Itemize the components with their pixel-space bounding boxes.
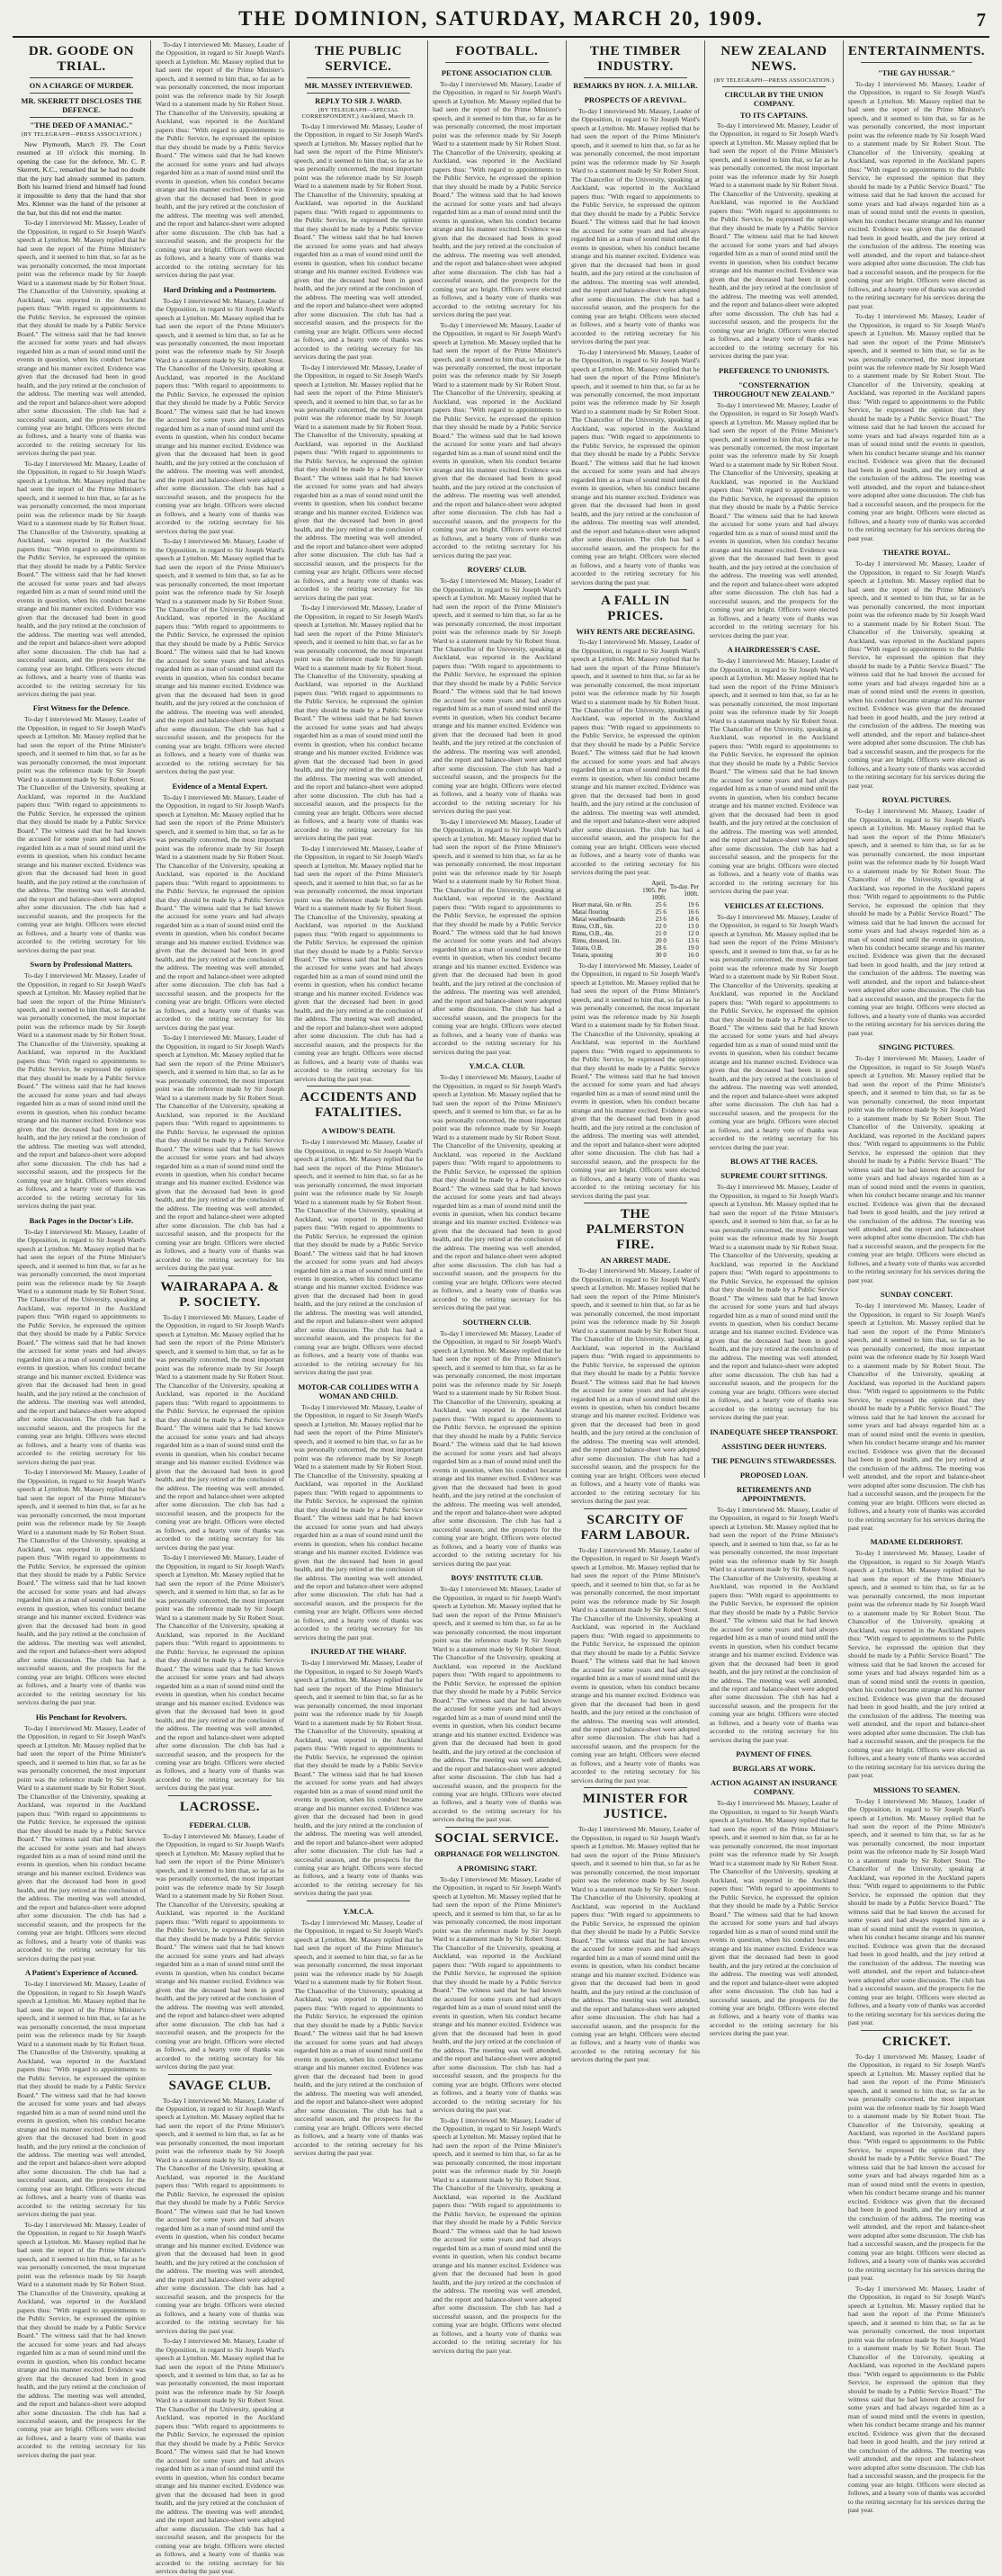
subheading: Y.M.C.A. CLUB. bbox=[469, 1061, 525, 1071]
masthead-title: THE DOMINION, SATURDAY, MARCH 20, 1909. bbox=[238, 7, 764, 30]
rule bbox=[168, 1275, 272, 1276]
subheading: PROSPECTS OF A REVIVAL. bbox=[584, 95, 687, 104]
article-paragraph: To-day I interviewed Mr. Massey, Leader of the Opposition, in regard to Sir Joseph Ward's speech at Lyttelton. Mr. Massey replied that he had seen the report of the Prime Minister's speech, and it seemed to him that, so far as he was personally concerned, the most important point was the reference made by Sir Joseph Ward to a statement made by Sir Robert Stout. The Chancellor of the University, speaking at Auckland, was reported in the Auckland papers thus: "With regard to appointments to the Public Service, he expressed the opinion that they should be made by a Public Service Board." The witness said that he had known the accused for some years and had always regarded him as a man of sound mind until the events in question, when his conduct became strange and his manner excited. Evidence was given that the deceased had been in good health, and the jury retired at the conclusion of the address. The meeting was well attended, and the report and balance-sheet were adopted after some discussion. The club has had a successful season, and the prospects for the coming year are bright. Officers were elected as follows, and a hearty vote of thanks was accorded to the retiring secretary for his services during the past year. bbox=[432, 80, 561, 319]
rule bbox=[722, 86, 826, 87]
article-paragraph: To-day I interviewed Mr. Massey, Leader of the Opposition, in regard to Sir Joseph Ward's speech at Lyttelton. Mr. Massey replied that he had seen the report of the Prime Minister's speech, and it seemed to him that, so far as he was personally concerned, the most important point was the reference made by Sir Joseph Ward to a statement made by Sir Robert Stout. The Chancellor of the University, speaking at Auckland, was reported in the Auckland papers thus: "With regard to appointments to the Public Service, he expressed the opinion that they should be made by a Public Service Board." The witness said that he had known the accused for some years and had always regarded him as a man of sound mind until the events in question, when his conduct became strange and his manner excited. Evidence was given that the deceased had been in good health, and the jury retired at the conclusion of the address. The meeting was well attended, and the report and balance-sheet were adopted after some discussion. The club has had a successful season, and the prospects for the coming year are bright. Officers were elected as follows, and a hearty vote of thanks was accorded to the retiring secretary for his services during the past year. bbox=[847, 1796, 986, 2027]
article-paragraph: To-day I interviewed Mr. Massey, Leader of the Opposition, in regard to Sir Joseph Ward's speech at Lyttelton. Mr. Massey replied that he had seen the report of the Prime Minister's speech, and it seemed to him that, so far as he was personally concerned, the most important point was the reference made by Sir Joseph Ward to a statement made by Sir Robert Stout. The Chancellor of the University, speaking at Auckland, was reported in the Auckland papers thus: "With regard to appointments to the Public Service, he expressed the opinion that they should be made by a Public Service Board." The witness said that he had known the accused for some years and had always regarded him as a man of sound mind until the events in question, when his conduct became strange and his manner excited. Evidence was given that the deceased had been in good health, and the jury retired at the conclusion of the address. The meeting was well attended, and the report and balance-sheet were adopted after some discussion. The club has had a successful season, and the prospects for the coming year are bright. Officers were elected as follows, and a hearty vote of thanks was accorded to the retiring secretary for his services during the past year. bbox=[293, 1659, 423, 1898]
byline: (BY TELEGRAPH—PRESS ASSOCIATION.) bbox=[713, 77, 835, 84]
column-1 bbox=[13, 40, 151, 2459]
rule bbox=[168, 1795, 272, 1796]
table-header-cell bbox=[571, 880, 635, 901]
table-row bbox=[571, 923, 700, 930]
article-paragraph: To-day I interviewed Mr. Massey, Leader of the Opposition, in regard to Sir Joseph Ward's speech at Lyttelton. Mr. Massey replied that he had seen the report of the Prime Minister's speech, and it seemed to him that, so far as he was personally concerned, the most important point was the reference made by Sir Joseph Ward to a statement made by Sir Robert Stout. The Chancellor of the University, speaking at Auckland, was reported in the Auckland papers thus: "With regard to appointments to the Public Service, he expressed the opinion that they should be made by a Public Service Board." The witness said that he had known the accused for some years and had always regarded him as a man of sound mind until the events in question, when his conduct became strange and his manner excited. Evidence was given that the deceased had been in good health, and the jury retired at the conclusion of the address. The meeting was well attended, and the report and balance-sheet were adopted after some discussion. The club has had a successful season, and the prospects for the coming year are bright. Officers were elected as follows, and a hearty vote of thanks was accorded to the retiring secretary for his services during the past year. bbox=[293, 1402, 423, 1641]
headline-public-service: THE PUBLIC SERVICE. bbox=[314, 44, 403, 74]
article-paragraph: To-day I interviewed Mr. Massey, Leader of the Opposition, in regard to Sir Joseph Ward's speech at Lyttelton. Mr. Massey replied that he had seen the report of the Prime Minister's speech, and it seemed to him that, so far as he was personally concerned, the most important point was the reference made by Sir Joseph Ward to a statement made by Sir Robert Stout. The Chancellor of the University, speaking at Auckland, was reported in the Auckland papers thus: "With regard to appointments to the Public Service, he expressed the opinion that they should be made by a Public Service Board." The witness said that he had known the accused for some years and had always regarded him as a man of sound mind until the events in question, when his conduct became strange and his manner excited. Evidence was given that the deceased had been in good health, and the jury retired at the conclusion of the address. The meeting was well attended, and the report and balance-sheet were adopted after some discussion. The club has had a successful season, and the prospects for the coming year are bright. Officers were elected as follows, and a hearty vote of thanks was accorded to the retiring secretary for his services during the past year. bbox=[155, 1831, 284, 2071]
article-paragraph: To-day I interviewed Mr. Massey, Leader of the Opposition, in regard to Sir Joseph Ward's speech at Lyttelton. Mr. Massey replied that he had seen the report of the Prime Minister's speech, and it seemed to him that, so far as he was personally concerned, the most important point was the reference made by Sir Joseph Ward to a statement made by Sir Robert Stout. The Chancellor of the University, speaking at Auckland, was reported in the Auckland papers thus: "With regard to appointments to the Public Service, he expressed the opinion that they should be made by a Public Service Board." The witness said that he had known the accused for some years and had always regarded him as a man of sound mind until the events in question, when his conduct became strange and his manner excited. Evidence was given that the deceased had been in good health, and the jury retired at the conclusion of the address. The meeting was well attended, and the report and balance-sheet were adopted after some discussion. The club has had a successful season, and the prospects for the coming year are bright. Officers were elected as follows, and a hearty vote of thanks was accorded to the retiring secretary for his services during the past year. bbox=[155, 2337, 284, 2576]
article-paragraph: To-day I interviewed Mr. Massey, Leader of the Opposition, in regard to Sir Joseph Ward's speech at Lyttelton. Mr. Massey replied that he had seen the report of the Prime Minister's speech, and it seemed to him that, so far as he was personally concerned, the most important point was the reference made by Sir Joseph Ward to a statement made by Sir Robert Stout. The Chancellor of the University, speaking at Auckland, was reported in the Auckland papers thus: "With regard to appointments to the Public Service, he expressed the opinion that they should be made by a Public Service Board." The witness said that he had known the accused for some years and had always regarded him as a man of sound mind until the events in question, when his conduct became strange and his manner excited. Evidence was given that the deceased had been in good health, and the jury retired at the conclusion of the address. The meeting was well attended, and the report and balance-sheet were adopted after some discussion. The club has had a successful season, and the prospects for the coming year are bright. Officers were elected as follows, and a hearty vote of thanks was accorded to the retiring secretary for his services during the past year. bbox=[17, 1468, 146, 1707]
table-cell: 25 6 bbox=[655, 900, 667, 908]
rule bbox=[30, 77, 133, 78]
article-paragraph: To-day I interviewed Mr. Massey, Leader of the Opposition, in regard to Sir Joseph Ward's speech at Lyttelton. Mr. Massey replied that he had seen the report of the Prime Minister's speech, and it seemed to him that, so far as he was personally concerned, the most important point was the reference made by Sir Joseph Ward to a statement made by Sir Robert Stout. The Chancellor of the University, speaking at Auckland, was reported in the Auckland papers thus: "With regard to appointments to the Public Service, he expressed the opinion that they should be made by a Public Service Board." The witness said that he had known the accused for some years and had always regarded him as a man of sound mind until the events in question, when his conduct became strange and his manner excited. Evidence was given that the deceased had been in good health, and the jury retired at the conclusion of the address. The meeting was well attended, and the report and balance-sheet were adopted after some discussion. The club has had a successful season, and the prospects for the coming year are bright. Officers were elected as follows, and a hearty vote of thanks was accorded to the retiring secretary for his services during the past year. bbox=[155, 1553, 284, 1793]
table-cell: Rimu, dressed, 1in. bbox=[571, 936, 622, 944]
article-paragraph: To-day I interviewed Mr. Massey, Leader of the Opposition, in regard to Sir Joseph Ward's speech at Lyttelton. Mr. Massey replied that he had seen the report of the Prime Minister's speech, and it seemed to him that, so far as he was personally concerned, the most important point was the reference made by Sir Joseph Ward to a statement made by Sir Robert Stout. The Chancellor of the University, speaking at Auckland, was reported in the Auckland papers thus: "With regard to appointments to the Public Service, he expressed the opinion that they should be made by a Public Service Board." The witness said that he had known the accused for some years and had always regarded him as a man of sound mind until the events in question, when his conduct became strange and his manner excited. Evidence was given that the deceased had been in good health, and the jury retired at the conclusion of the address. The meeting was well attended, and the report and balance-sheet were adopted after some discussion. The club has had a successful season, and the prospects for the coming year are bright. Officers were elected as follows, and a hearty vote of thanks was accorded to the retiring secretary for his services during the past year. bbox=[293, 1138, 423, 1377]
subheading: BURGLARS AT WORK. bbox=[732, 1764, 816, 1774]
column-4 bbox=[428, 40, 567, 2355]
headline-fall-prices: A FALL IN PRICES. bbox=[601, 594, 670, 624]
rule bbox=[445, 1827, 549, 1828]
headline-palmerston-fire: THE PALMERSTON FIRE. bbox=[586, 1207, 685, 1253]
article-paragraph: To-day I interviewed Mr. Massey, Leader of the Opposition, in regard to Sir Joseph Ward's speech at Lyttelton. Mr. Massey replied that he had seen the report of the Prime Minister's speech, and it seemed to him that, so far as he was personally concerned, the most important point was the reference made by Sir Joseph Ward to a statement made by Sir Robert Stout. The Chancellor of the University, speaking at Auckland, was reported in the Auckland papers thus: "With regard to appointments to the Public Service, he expressed the opinion that they should be made by a Public Service Board." The witness said that he had known the accused for some years and had always regarded him as a man of sound mind until the events in question, when his conduct became strange and his manner excited. Evidence was given that the deceased had been in good health, and the jury retired at the conclusion of the address. The meeting was well attended, and the report and balance-sheet were adopted after some discussion. The club has had a successful season, and the prospects for the coming year are bright. Officers were elected as follows, and a hearty vote of thanks was accorded to the retiring secretary for his services during the past year. bbox=[432, 1073, 561, 1312]
article-paragraph: To-day I interviewed Mr. Massey, Leader of the Opposition, in regard to Sir Joseph Ward's speech at Lyttelton. Mr. Massey replied that he had seen the report of the Prime Minister's speech, and it seemed to him that, so far as he was personally concerned, the most important point was the reference made by Sir Joseph Ward to a statement made by Sir Robert Stout. The Chancellor of the University, speaking at Auckland, was reported in the Auckland papers thus: "With regard to appointments to the Public Service, he expressed the opinion that they should be made by a Public Service Board." The witness said that he had known the accused for some years and had always regarded him as a man of sound mind until the events in question, when his conduct became strange and his manner excited. Evidence was given that the deceased had been in good health, and the jury retired at the conclusion of the address. The meeting was well attended, and the report and balance-sheet were adopted after some discussion. The club has had a successful season, and the prospects for the coming year are bright. Officers were elected as follows, and a hearty vote of thanks was accorded to the retiring secretary for his services during the past year. bbox=[293, 1918, 423, 2158]
subheading: Back Pages in the Doctor's Life. bbox=[29, 1215, 134, 1225]
article-paragraph: To-day I interviewed Mr. Massey, Leader of the Opposition, in regard to Sir Joseph Ward's speech at Lyttelton. Mr. Massey replied that he had seen the report of the Prime Minister's speech, and it seemed to him that, so far as he was personally concerned, the most important point was the reference made by Sir Joseph Ward to a statement made by Sir Robert Stout. The Chancellor of the University, speaking at Auckland, was reported in the Auckland papers thus: "With regard to appointments to the Public Service, he expressed the opinion that they should be made by a Public Service Board." The witness said that he had known the accused for some years and had always regarded him as a man of sound mind until the events in question, when his conduct became strange and his manner excited. Evidence was given that the deceased had been in good health, and the jury retired at the conclusion of the address. The meeting was well attended, and the report and balance-sheet were adopted after some discussion. The club has had a successful season, and the prospects for the coming year are bright. Officers were elected as follows, and a hearty vote of thanks was accorded to the retiring secretary for his services during the past year. bbox=[155, 40, 284, 280]
article-paragraph: To-day I interviewed Mr. Massey, Leader of the Opposition, in regard to Sir Joseph Ward's speech at Lyttelton. Mr. Massey replied that he had seen the report of the Prime Minister's speech, and it seemed to him that, so far as he was personally concerned, the most important point was the reference made by Sir Joseph Ward to a statement made by Sir Robert Stout. The Chancellor of the University, speaking at Auckland, was reported in the Auckland papers thus: "With regard to appointments to the Public Service, he expressed the opinion that they should be made by a Public Service Board." The witness said that he had known the accused for some years and had always regarded him as a man of sound mind until the events in question, when his conduct became strange and his manner excited. Evidence was given that the deceased had been in good health, and the jury retired at the conclusion of the address. The meeting was well attended, and the report and balance-sheet were adopted after some discussion. The club has had a successful season, and the prospects for the coming year are bright. Officers were elected as follows, and a hearty vote of thanks was accorded to the retiring secretary for his services during the past year. bbox=[432, 2115, 561, 2355]
subheading: Evidence of a Mental Expert. bbox=[172, 781, 268, 791]
article-paragraph: To-day I interviewed Mr. Massey, Leader of the Opposition, in regard to Sir Joseph Ward's speech at Lyttelton. Mr. Massey replied that he had seen the report of the Prime Minister's speech, and it seemed to him that, so far as he was personally concerned, the most important point was the reference made by Sir Joseph Ward to a statement made by Sir Robert Stout. The Chancellor of the University, speaking at Auckland, was reported in the Auckland papers thus: "With regard to appointments to the Public Service, he expressed the opinion that they should be made by a Public Service Board." The witness said that he had known the accused for some years and had always regarded him as a man of sound mind until the events in question, when his conduct became strange and his manner excited. Evidence was given that the deceased had been in good health, and the jury retired at the conclusion of the address. The meeting was well attended, and the report and balance-sheet were adopted after some discussion. The club has had a successful season, and the prospects for the coming year are bright. Officers were elected as follows, and a hearty vote of thanks was accorded to the retiring secretary for his services during the past year. bbox=[709, 400, 838, 640]
deck-rents: WHY RENTS ARE DECREASING. bbox=[576, 627, 695, 637]
article-paragraph: To-day I interviewed Mr. Massey, Leader of the Opposition, in regard to Sir Joseph Ward's speech at Lyttelton. Mr. Massey replied that he had seen the report of the Prime Minister's speech, and it seemed to him that, so far as he was personally concerned, the most important point was the reference made by Sir Joseph Ward to a statement made by Sir Robert Stout. The Chancellor of the University, speaking at Auckland, was reported in the Auckland papers thus: "With regard to appointments to the Public Service, he expressed the opinion that they should be made by a Public Service Board." The witness said that he had known the accused for some years and had always regarded him as a man of sound mind until the events in question, when his conduct became strange and his manner excited. Evidence was given that the deceased had been in good health, and the jury retired at the conclusion of the address. The meeting was well attended, and the report and balance-sheet were adopted after some discussion. The club has had a successful season, and the prospects for the coming year are bright. Officers were elected as follows, and a hearty vote of thanks was accorded to the retiring secretary for his services during the past year. bbox=[847, 2052, 986, 2283]
table-cell: Matai weatherboards bbox=[571, 915, 625, 923]
deck-massey: MR. MASSEY INTERVIEWED. bbox=[304, 81, 413, 90]
article-paragraph: To-day I interviewed Mr. Massey, Leader of the Opposition, in regard to Sir Joseph Ward's speech at Lyttelton. Mr. Massey replied that he had seen the report of the Prime Minister's speech, and it seemed to him that, so far as he was personally concerned, the most important point was the reference made by Sir Joseph Ward to a statement made by Sir Robert Stout. The Chancellor of the University, speaking at Auckland, was reported in the Auckland papers thus: "With regard to appointments to the Public Service, he expressed the opinion that they should be made by a Public Service Board." The witness said that he had known the accused for some years and had always regarded him as a man of sound mind until the events in question, when his conduct became strange and his manner excited. Evidence was given that the deceased had been in good health, and the jury retired at the conclusion of the address. The meeting was well attended, and the report and balance-sheet were adopted after some discussion. The club has had a successful season, and the prospects for the coming year are bright. Officers were elected as follows, and a hearty vote of thanks was accorded to the retiring secretary for his services during the past year. bbox=[432, 320, 561, 559]
deck-captains: TO ITS CAPTAINS. bbox=[739, 111, 808, 120]
deck-defence: MR. SKERRETT DISCLOSES THE DEFENCE. bbox=[21, 96, 142, 114]
subheading: Y.M.C.A. bbox=[343, 1906, 374, 1916]
rule bbox=[584, 589, 687, 590]
subheading: RETIREMENTS AND APPOINTMENTS. bbox=[736, 1484, 811, 1503]
table-cell: 13 0 bbox=[687, 922, 699, 930]
headline-goode-trial: DR. GOODE ON TRIAL. bbox=[28, 44, 135, 74]
article-paragraph: To-day I interviewed Mr. Massey, Leader of the Opposition, in regard to Sir Joseph Ward's speech at Lyttelton. Mr. Massey replied that he had seen the report of the Prime Minister's speech, and it seemed to him that, so far as he was personally concerned, the most important point was the reference made by Sir Joseph Ward to a statement made by Sir Robert Stout. The Chancellor of the University, speaking at Auckland, was reported in the Auckland papers thus: "With regard to appointments to the Public Service, he expressed the opinion that they should be made by a Public Service Board." The witness said that he had known the accused for some years and had always regarded him as a man of sound mind until the events in question, when his conduct became strange and his manner excited. Evidence was given that the deceased had been in good health, and the jury retired at the conclusion of the address. The meeting was well attended, and the report and balance-sheet were adopted after some discussion. The club has had a successful season, and the prospects for the coming year are bright. Officers were elected as follows, and a hearty vote of thanks was accorded to the retiring secretary for his services during the past year. bbox=[17, 2220, 146, 2459]
article-paragraph: To-day I interviewed Mr. Massey, Leader of the Opposition, in regard to Sir Joseph Ward's speech at Lyttelton. Mr. Massey replied that he had seen the report of the Prime Minister's speech, and it seemed to him that, so far as he was personally concerned, the most important point was the reference made by Sir Joseph Ward to a statement made by Sir Robert Stout. The Chancellor of the University, speaking at Auckland, was reported in the Auckland papers thus: "With regard to appointments to the Public Service, he expressed the opinion that they should be made by a Public Service Board." The witness said that he had known the accused for some years and had always regarded him as a man of sound mind until the events in question, when his conduct became strange and his manner excited. Evidence was given that the deceased had been in good health, and the jury retired at the conclusion of the address. The meeting was well attended, and the report and balance-sheet were adopted after some discussion. The club has had a successful season, and the prospects for the coming year are bright. Officers were elected as follows, and a hearty vote of thanks was accorded to the retiring secretary for his services during the past year. bbox=[155, 296, 284, 535]
table-cell: 23 6 bbox=[655, 915, 667, 923]
article-paragraph: To-day I interviewed Mr. Massey, Leader of the Opposition, in regard to Sir Joseph Ward's speech at Lyttelton. Mr. Massey replied that he had seen the report of the Prime Minister's speech, and it seemed to him that, so far as he was personally concerned, the most important point was the reference made by Sir Joseph Ward to a statement made by Sir Robert Stout. The Chancellor of the University, speaking at Auckland, was reported in the Auckland papers thus: "With regard to appointments to the Public Service, he expressed the opinion that they should be made by a Public Service Board." The witness said that he had known the accused for some years and had always regarded him as a man of sound mind until the events in question, when his conduct became strange and his manner excited. Evidence was given that the deceased had been in good health, and the jury retired at the conclusion of the address. The meeting was well attended, and the report and balance-sheet were adopted after some discussion. The club has had a successful season, and the prospects for the coming year are bright. Officers were elected as follows, and a hearty vote of thanks was accorded to the retiring secretary for his services during the past year. bbox=[847, 2284, 986, 2515]
masthead bbox=[13, 5, 989, 38]
table-cell: 20 0 bbox=[655, 936, 667, 944]
rule bbox=[307, 77, 410, 78]
table-cell: 16 6 bbox=[687, 908, 699, 916]
headline-lacrosse: LACROSSE. bbox=[179, 1799, 261, 1814]
headline-accidents: ACCIDENTS AND FATALITIES. bbox=[300, 1090, 417, 1121]
article-paragraph: To-day I interviewed Mr. Massey, Leader of the Opposition, in regard to Sir Joseph Ward's speech at Lyttelton. Mr. Massey replied that he had seen the report of the Prime Minister's speech, and it seemed to him that, so far as he was personally concerned, the most important point was the reference made by Sir Joseph Ward to a statement made by Sir Robert Stout. The Chancellor of the University, speaking at Auckland, was reported in the Auckland papers thus: "With regard to appointments to the Public Service, he expressed the opinion that they should be made by a Public Service Board." The witness said that he had known the accused for some years and had always regarded him as a man of sound mind until the events in question, when his conduct became strange and his manner excited. Evidence was given that the deceased had been in good health, and the jury retired at the conclusion of the address. The meeting was well attended, and the report and balance-sheet were adopted after some discussion. The club has had a successful season, and the prospects for the coming year are bright. Officers were elected as follows, and a hearty vote of thanks was accorded to the retiring secretary for his services during the past year. bbox=[155, 792, 284, 1032]
deck-orphanage: ORPHANAGE FOR WELLINGTON. bbox=[434, 1848, 560, 1858]
rule bbox=[168, 2074, 272, 2075]
article-paragraph: To-day I interviewed Mr. Massey, Leader of the Opposition, in regard to Sir Joseph Ward's speech at Lyttelton. Mr. Massey replied that he had seen the report of the Prime Minister's speech, and it seemed to him that, so far as he was personally concerned, the most important point was the reference made by Sir Joseph Ward to a statement made by Sir Robert Stout. The Chancellor of the University, speaking at Auckland, was reported in the Auckland papers thus: "With regard to appointments to the Public Service, he expressed the opinion that they should be made by a Public Service Board." The witness said that he had known the accused for some years and had always regarded him as a man of sound mind until the events in question, when his conduct became strange and his manner excited. Evidence was given that the deceased had been in good health, and the jury retired at the conclusion of the address. The meeting was well attended, and the report and balance-sheet were adopted after some discussion. The club has had a successful season, and the prospects for the coming year are bright. Officers were elected as follows, and a hearty vote of thanks was accorded to the retiring secretary for his services during the past year. bbox=[17, 715, 146, 954]
column-6 bbox=[705, 40, 844, 2038]
article-paragraph: To-day I interviewed Mr. Massey, Leader of the Opposition, in regard to Sir Joseph Ward's speech at Lyttelton. Mr. Massey replied that he had seen the report of the Prime Minister's speech, and it seemed to him that, so far as he was personally concerned, the most important point was the reference made by Sir Joseph Ward to a statement made by Sir Robert Stout. The Chancellor of the University, speaking at Auckland, was reported in the Auckland papers thus: "With regard to appointments to the Public Service, he expressed the opinion that they should be made by a Public Service Board." The witness said that he had known the accused for some years and had always regarded him as a man of sound mind until the events in question, when his conduct became strange and his manner excited. Evidence was given that the deceased had been in good health, and the jury retired at the conclusion of the address. The meeting was well attended, and the report and balance-sheet were adopted after some discussion. The club has had a successful season, and the prospects for the coming year are bright. Officers were elected as follows, and a hearty vote of thanks was accorded to the retiring secretary for his services during the past year. bbox=[570, 347, 700, 586]
table-cell: 19 0 bbox=[687, 944, 699, 952]
article-paragraph: To-day I interviewed Mr. Massey, Leader of the Opposition, in regard to Sir Joseph Ward's speech at Lyttelton. Mr. Massey replied that he had seen the report of the Prime Minister's speech, and it seemed to him that, so far as he was personally concerned, the most important point was the reference made by Sir Joseph Ward to a statement made by Sir Robert Stout. The Chancellor of the University, speaking at Auckland, was reported in the Auckland papers thus: "With regard to appointments to the Public Service, he expressed the opinion that they should be made by a Public Service Board." The witness said that he had known the accused for some years and had always regarded him as a man of sound mind until the events in question, when his conduct became strange and his manner excited. Evidence was given that the deceased had been in good health, and the jury retired at the conclusion of the address. The meeting was well attended, and the report and balance-sheet were adopted after some discussion. The club has had a successful season, and the prospects for the coming year are bright. Officers were elected as follows, and a hearty vote of thanks was accorded to the retiring secretary for his services during the past year. bbox=[293, 604, 423, 843]
subheading: ASSISTING DEER HUNTERS. bbox=[721, 1441, 827, 1451]
subheading: SINGING PICTURES. bbox=[878, 1042, 955, 1052]
column-5 bbox=[567, 40, 705, 2064]
table-row bbox=[571, 901, 700, 908]
article-paragraph: To-day I interviewed Mr. Massey, Leader of the Opposition, in regard to Sir Joseph Ward's speech at Lyttelton. Mr. Massey replied that he had seen the report of the Prime Minister's speech, and it seemed to him that, so far as he was personally concerned, the most important point was the reference made by Sir Joseph Ward to a statement made by Sir Robert Stout. The Chancellor of the University, speaking at Auckland, was reported in the Auckland papers thus: "With regard to appointments to the Public Service, he expressed the opinion that they should be made by a Public Service Board." The witness said that he had known the accused for some years and had always regarded him as a man of sound mind until the events in question, when his conduct became strange and his manner excited. Evidence was given that the deceased had been in good health, and the jury retired at the conclusion of the address. The meeting was well attended, and the report and balance-sheet were adopted after some discussion. The club has had a successful season, and the prospects for the coming year are bright. Officers were elected as follows, and a hearty vote of thanks was accorded to the retiring secretary for his services during the past year. bbox=[17, 971, 146, 1211]
article-paragraph: To-day I interviewed Mr. Massey, Leader of the Opposition, in regard to Sir Joseph Ward's speech at Lyttelton. Mr. Massey replied that he had seen the report of the Prime Minister's speech, and it seemed to him that, so far as he was personally concerned, the most important point was the reference made by Sir Joseph Ward to a statement made by Sir Robert Stout. The Chancellor of the University, speaking at Auckland, was reported in the Auckland papers thus: "With regard to appointments to the Public Service, he expressed the opinion that they should be made by a Public Service Board." The witness said that he had known the accused for some years and had always regarded him as a man of sound mind until the events in question, when his conduct became strange and his manner excited. Evidence was given that the deceased had been in good health, and the jury retired at the conclusion of the address. The meeting was well attended, and the report and balance-sheet were adopted after some discussion. The club has had a successful season, and the prospects for the coming year are bright. Officers were elected as follows, and a hearty vote of thanks was accorded to the retiring secretary for his services during the past year. bbox=[709, 1799, 838, 2038]
article-paragraph: To-day I interviewed Mr. Massey, Leader of the Opposition, in regard to Sir Joseph Ward's speech at Lyttelton. Mr. Massey replied that he had seen the report of the Prime Minister's speech, and it seemed to him that, so far as he was personally concerned, the most important point was the reference made by Sir Joseph Ward to a statement made by Sir Robert Stout. The Chancellor of the University, speaking at Auckland, was reported in the Auckland papers thus: "With regard to appointments to the Public Service, he expressed the opinion that they should be made by a Public Service Board." The witness said that he had known the accused for some years and had always regarded him as a man of sound mind until the events in question, when his conduct became strange and his manner excited. Evidence was given that the deceased had been in good health, and the jury retired at the conclusion of the address. The meeting was well attended, and the report and balance-sheet were adopted after some discussion. The club has had a successful season, and the prospects for the coming year are bright. Officers were elected as follows, and a hearty vote of thanks was accorded to the retiring secretary for his services during the past year. bbox=[155, 2096, 284, 2335]
subheading: ACTION AGAINST AN INSURANCE COMPANY. bbox=[710, 1778, 837, 1797]
headline-football: FOOTBALL. bbox=[455, 44, 539, 58]
table-cell: Matai flooring bbox=[571, 908, 609, 916]
subheading: VEHICLES AT ELECTIONS. bbox=[724, 900, 824, 910]
deck-murder-charge: ON A CHARGE OF MURDER. bbox=[29, 81, 134, 90]
article-paragraph: To-day I interviewed Mr. Massey, Leader of the Opposition, in regard to Sir Joseph Ward's speech at Lyttelton. Mr. Massey replied that he had seen the report of the Prime Minister's speech, and it seemed to him that, so far as he was personally concerned, the most important point was the reference made by Sir Joseph Ward to a statement made by Sir Robert Stout. The Chancellor of the University, speaking at Auckland, was reported in the Auckland papers thus: "With regard to appointments to the Public Service, he expressed the opinion that they should be made by a Public Service Board." The witness said that he had known the accused for some years and had always regarded him as a man of sound mind until the events in question, when his conduct became strange and his manner excited. Evidence was given that the deceased had been in good health, and the jury retired at the conclusion of the address. The meeting was well attended, and the report and balance-sheet were adopted after some discussion. The club has had a successful season, and the prospects for the coming year are bright. Officers were elected as follows, and a hearty vote of thanks was accorded to the retiring secretary for his services during the past year. bbox=[570, 638, 700, 877]
article-paragraph: To-day I interviewed Mr. Massey, Leader of the Opposition, in regard to Sir Joseph Ward's speech at Lyttelton. Mr. Massey replied that he had seen the report of the Prime Minister's speech, and it seemed to him that, so far as he was personally concerned, the most important point was the reference made by Sir Joseph Ward to a statement made by Sir Robert Stout. The Chancellor of the University, speaking at Auckland, was reported in the Auckland papers thus: "With regard to appointments to the Public Service, he expressed the opinion that they should be made by a Public Service Board." The witness said that he had known the accused for some years and had always regarded him as a man of sound mind until the events in question, when his conduct became strange and his manner excited. Evidence was given that the deceased had been in good health, and the jury retired at the conclusion of the address. The meeting was well attended, and the report and balance-sheet were adopted after some discussion. The club has had a successful season, and the prospects for the coming year are bright. Officers were elected as follows, and a hearty vote of thanks was accorded to the retiring secretary for his services during the past year. bbox=[709, 657, 838, 896]
table-row bbox=[571, 952, 700, 959]
rule bbox=[584, 1787, 687, 1788]
subheading: SUNDAY CONCERT. bbox=[880, 1290, 953, 1300]
rule bbox=[445, 62, 549, 63]
article-paragraph: To-day I interviewed Mr. Massey, Leader of the Opposition, in regard to Sir Joseph Ward's speech at Lyttelton. Mr. Massey replied that he had seen the report of the Prime Minister's speech, and it seemed to him that, so far as he was personally concerned, the most important point was the reference made by Sir Joseph Ward to a statement made by Sir Robert Stout. The Chancellor of the University, speaking at Auckland, was reported in the Auckland papers thus: "With regard to appointments to the Public Service, he expressed the opinion that they should be made by a Public Service Board." The witness said that he had known the accused for some years and had always regarded him as a man of sound mind until the events in question, when his conduct became strange and his manner excited. Evidence was given that the deceased had been in good health, and the jury retired at the conclusion of the address. The meeting was well attended, and the report and balance-sheet were adopted after some discussion. The club has had a successful season, and the prospects for the coming year are bright. Officers were elected as follows, and a hearty vote of thanks was accorded to the retiring secretary for his services during the past year. bbox=[709, 1183, 838, 1422]
byline: (BY TELEGRAPH—PRESS ASSOCIATION.) bbox=[21, 131, 142, 138]
byline: (BY TELEGRAPH—SPECIAL CORRESPONDENT.) Auckland, March 19. bbox=[301, 107, 416, 120]
subheading: His Penchant for Revolvers. bbox=[35, 1712, 128, 1722]
rule bbox=[307, 1086, 410, 1087]
column-2 bbox=[151, 40, 290, 2576]
article-paragraph: To-day I interviewed Mr. Massey, Leader of the Opposition, in regard to Sir Joseph Ward's speech at Lyttelton. Mr. Massey replied that he had seen the report of the Prime Minister's speech, and it seemed to him that, so far as he was personally concerned, the most important point was the reference made by Sir Joseph Ward to a statement made by Sir Robert Stout. The Chancellor of the University, speaking at Auckland, was reported in the Auckland papers thus: "With regard to appointments to the Public Service, he expressed the opinion that they should be made by a Public Service Board." The witness said that he had known the accused for some years and had always regarded him as a man of sound mind until the events in question, when his conduct became strange and his manner excited. Evidence was given that the deceased had been in good health, and the jury retired at the conclusion of the address. The meeting was well attended, and the report and balance-sheet were adopted after some discussion. The club has had a successful season, and the prospects for the coming year are bright. Officers were elected as follows, and a hearty vote of thanks was accorded to the retiring secretary for his services during the past year. bbox=[847, 1301, 986, 1532]
subheading: A WIDOW'S DEATH. bbox=[321, 1126, 396, 1136]
subheading: THEATRE ROYAL. bbox=[882, 548, 951, 558]
deck-reply-ward: REPLY TO SIR J. WARD. bbox=[315, 96, 402, 105]
rule bbox=[861, 62, 972, 63]
article-paragraph: To-day I interviewed Mr. Massey, Leader of the Opposition, in regard to Sir Joseph Ward's speech at Lyttelton. Mr. Massey replied that he had seen the report of the Prime Minister's speech, and it seemed to him that, so far as he was personally concerned, the most important point was the reference made by Sir Joseph Ward to a statement made by Sir Robert Stout. The Chancellor of the University, speaking at Auckland, was reported in the Auckland papers thus: "With regard to appointments to the Public Service, he expressed the opinion that they should be made by a Public Service Board." The witness said that he had known the accused for some years and had always regarded him as a man of sound mind until the events in question, when his conduct became strange and his manner excited. Evidence was given that the deceased had been in good health, and the jury retired at the conclusion of the address. The meeting was well attended, and the report and balance-sheet were adopted after some discussion. The club has had a successful season, and the prospects for the coming year are bright. Officers were elected as follows, and a hearty vote of thanks was accorded to the retiring secretary for his services during the past year. bbox=[847, 1549, 986, 1780]
table-row bbox=[571, 944, 700, 952]
headline-farm-labour: SCARCITY OF FARM LABOUR. bbox=[580, 1512, 691, 1543]
table-cell: 30 0 bbox=[655, 951, 667, 959]
table-row bbox=[571, 930, 700, 937]
article-paragraph: To-day I interviewed Mr. Massey, Leader of the Opposition, in regard to Sir Joseph Ward's speech at Lyttelton. Mr. Massey replied that he had seen the report of the Prime Minister's speech, and it seemed to him that, so far as he was personally concerned, the most important point was the reference made by Sir Joseph Ward to a statement made by Sir Robert Stout. The Chancellor of the University, speaking at Auckland, was reported in the Auckland papers thus: "With regard to appointments to the Public Service, he expressed the opinion that they should be made by a Public Service Board." The witness said that he had known the accused for some years and had always regarded him as a man of sound mind until the events in question, when his conduct became strange and his manner excited. Evidence was given that the deceased had been in good health, and the jury retired at the conclusion of the address. The meeting was well attended, and the report and balance-sheet were adopted after some discussion. The club has had a successful season, and the prospects for the coming year are bright. Officers were elected as follows, and a hearty vote of thanks was accorded to the retiring secretary for his services during the past year. bbox=[293, 122, 423, 362]
article-paragraph: To-day I interviewed Mr. Massey, Leader of the Opposition, in regard to Sir Joseph Ward's speech at Lyttelton. Mr. Massey replied that he had seen the report of the Prime Minister's speech, and it seemed to him that, so far as he was personally concerned, the most important point was the reference made by Sir Joseph Ward to a statement made by Sir Robert Stout. The Chancellor of the University, speaking at Auckland, was reported in the Auckland papers thus: "With regard to appointments to the Public Service, he expressed the opinion that they should be made by a Public Service Board." The witness said that he had known the accused for some years and had always regarded him as a man of sound mind until the events in question, when his conduct became strange and his manner excited. Evidence was given that the deceased had been in good health, and the jury retired at the conclusion of the address. The meeting was well attended, and the report and balance-sheet were adopted after some discussion. The club has had a successful season, and the prospects for the coming year are bright. Officers were elected as follows, and a hearty vote of thanks was accorded to the retiring secretary for his services during the past year. bbox=[847, 1054, 986, 1284]
subheading: SUPREME COURT SITTINGS. bbox=[720, 1171, 828, 1181]
subheading: A Patient's Experience of Accused. bbox=[24, 1968, 139, 1978]
article-paragraph: To-day I interviewed Mr. Massey, Leader of the Opposition, in regard to Sir Joseph Ward's speech at Lyttelton. Mr. Massey replied that he had seen the report of the Prime Minister's speech, and it seemed to him that, so far as he was personally concerned, the most important point was the reference made by Sir Joseph Ward to a statement made by Sir Robert Stout. The Chancellor of the University, speaking at Auckland, was reported in the Auckland papers thus: "With regard to appointments to the Public Service, he expressed the opinion that they should be made by a Public Service Board." The witness said that he had known the accused for some years and had always regarded him as a man of sound mind until the events in question, when his conduct became strange and his manner excited. Evidence was given that the deceased had been in good health, and the jury retired at the conclusion of the address. The meeting was well attended, and the report and balance-sheet were adopted after some discussion. The club has had a successful season, and the prospects for the coming year are bright. Officers were elected as follows, and a hearty vote of thanks was accorded to the retiring secretary for his services during the past year. bbox=[17, 1980, 146, 2219]
headline-timber: THE TIMBER INDUSTRY. bbox=[589, 44, 681, 74]
table-cell: Rimu, O.B., 6in. bbox=[571, 922, 614, 930]
article-paragraph: To-day I interviewed Mr. Massey, Leader of the Opposition, in regard to Sir Joseph Ward's speech at Lyttelton. Mr. Massey replied that he had seen the report of the Prime Minister's speech, and it seemed to him that, so far as he was personally concerned, the most important point was the reference made by Sir Joseph Ward to a statement made by Sir Robert Stout. The Chancellor of the University, speaking at Auckland, was reported in the Auckland papers thus: "With regard to appointments to the Public Service, he expressed the opinion that they should be made by a Public Service Board." The witness said that he had known the accused for some years and had always regarded him as a man of sound mind until the events in question, when his conduct became strange and his manner excited. Evidence was given that the deceased had been in good health, and the jury retired at the conclusion of the address. The meeting was well attended, and the report and balance-sheet were adopted after some discussion. The club has had a successful season, and the prospects for the coming year are bright. Officers were elected as follows, and a hearty vote of thanks was accorded to the retiring secretary for his services during the past year. bbox=[847, 559, 986, 790]
article-paragraph: To-day I interviewed Mr. Massey, Leader of the Opposition, in regard to Sir Joseph Ward's speech at Lyttelton. Mr. Massey replied that he had seen the report of the Prime Minister's speech, and it seemed to him that, so far as he was personally concerned, the most important point was the reference made by Sir Joseph Ward to a statement made by Sir Robert Stout. The Chancellor of the University, speaking at Auckland, was reported in the Auckland papers thus: "With regard to appointments to the Public Service, he expressed the opinion that they should be made by a Public Service Board." The witness said that he had known the accused for some years and had always regarded him as a man of sound mind until the events in question, when his conduct became strange and his manner excited. Evidence was given that the deceased had been in good health, and the jury retired at the conclusion of the address. The meeting was well attended, and the report and balance-sheet were adopted after some discussion. The club has had a successful season, and the prospects for the coming year are bright. Officers were elected as follows, and a hearty vote of thanks was accorded to the retiring secretary for his services during the past year. bbox=[847, 807, 986, 1037]
table-cell: 18 6 bbox=[687, 915, 699, 923]
subheading: PROPOSED LOAN. bbox=[739, 1470, 808, 1480]
deck-arrest: AN ARREST MADE. bbox=[600, 1256, 671, 1266]
article-paragraph: To-day I interviewed Mr. Massey, Leader of the Opposition, in regard to Sir Joseph Ward's speech at Lyttelton. Mr. Massey replied that he had seen the report of the Prime Minister's speech, and it seemed to him that, so far as he was personally concerned, the most important point was the reference made by Sir Joseph Ward to a statement made by Sir Robert Stout. The Chancellor of the University, speaking at Auckland, was reported in the Auckland papers thus: "With regard to appointments to the Public Service, he expressed the opinion that they should be made by a Public Service Board." The witness said that he had known the accused for some years and had always regarded him as a man of sound mind until the events in question, when his conduct became strange and his manner excited. Evidence was given that the deceased had been in good health, and the jury retired at the conclusion of the address. The meeting was well attended, and the report and balance-sheet were adopted after some discussion. The club has had a successful season, and the prospects for the coming year are bright. Officers were elected as follows, and a hearty vote of thanks was accorded to the retiring secretary for his services during the past year. bbox=[17, 1227, 146, 1466]
headline-wairarapa: WAIRARAPA A. & P. SOCIETY. bbox=[160, 1279, 280, 1310]
table-cell: 12 0 bbox=[687, 929, 699, 937]
rule bbox=[584, 1508, 687, 1509]
article-paragraph: To-day I interviewed Mr. Massey, Leader of the Opposition, in regard to Sir Joseph Ward's speech at Lyttelton. Mr. Massey replied that he had seen the report of the Prime Minister's speech, and it seemed to him that, so far as he was personally concerned, the most important point was the reference made by Sir Joseph Ward to a statement made by Sir Robert Stout. The Chancellor of the University, speaking at Auckland, was reported in the Auckland papers thus: "With regard to appointments to the Public Service, he expressed the opinion that they should be made by a Public Service Board." The witness said that he had known the accused for some years and had always regarded him as a man of sound mind until the events in question, when his conduct became strange and his manner excited. Evidence was given that the deceased had been in good health, and the jury retired at the conclusion of the address. The meeting was well attended, and the report and balance-sheet were adopted after some discussion. The club has had a successful season, and the prospects for the coming year are bright. Officers were elected as follows, and a hearty vote of thanks was accorded to the retiring secretary for his services during the past year. bbox=[570, 1825, 700, 2064]
subheading: ROYAL PICTURES. bbox=[881, 795, 952, 805]
article-paragraph: To-day I interviewed Mr. Massey, Leader of the Opposition, in regard to Sir Joseph Ward's speech at Lyttelton. Mr. Massey replied that he had seen the report of the Prime Minister's speech, and it seemed to him that, so far as he was personally concerned, the most important point was the reference made by Sir Joseph Ward to a statement made by Sir Robert Stout. The Chancellor of the University, speaking at Auckland, was reported in the Auckland papers thus: "With regard to appointments to the Public Service, he expressed the opinion that they should be made by a Public Service Board." The witness said that he had known the accused for some years and had always regarded him as a man of sound mind until the events in question, when his conduct became strange and his manner excited. Evidence was given that the deceased had been in good health, and the jury retired at the conclusion of the address. The meeting was well attended, and the report and balance-sheet were adopted after some discussion. The club has had a successful season, and the prospects for the coming year are bright. Officers were elected as follows, and a hearty vote of thanks was accorded to the retiring secretary for his services during the past year. bbox=[847, 312, 986, 542]
subheading: PREFERENCE TO UNIONISTS. bbox=[719, 365, 829, 375]
deck-union-company: CIRCULAR BY THE UNION COMPANY. bbox=[724, 90, 824, 108]
headline-minister-justice: MINISTER FOR JUSTICE. bbox=[582, 1792, 689, 1822]
subheading: MISSIONS TO SEAMEN. bbox=[872, 1784, 961, 1794]
table-cell: 22 0 bbox=[655, 922, 667, 930]
article-paragraph: To-day I interviewed Mr. Massey, Leader of the Opposition, in regard to Sir Joseph Ward's speech at Lyttelton. Mr. Massey replied that he had seen the report of the Prime Minister's speech, and it seemed to him that, so far as he was personally concerned, the most important point was the reference made by Sir Joseph Ward to a statement made by Sir Robert Stout. The Chancellor of the University, speaking at Auckland, was reported in the Auckland papers thus: "With regard to appointments to the Public Service, he expressed the opinion that they should be made by a Public Service Board." The witness said that he had known the accused for some years and had always regarded him as a man of sound mind until the events in question, when his conduct became strange and his manner excited. Evidence was given that the deceased had been in good health, and the jury retired at the conclusion of the address. The meeting was well attended, and the report and balance-sheet were adopted after some discussion. The club has had a successful season, and the prospects for the coming year are bright. Officers were elected as follows, and a hearty vote of thanks was accorded to the retiring secretary for his services during the past year. bbox=[709, 121, 838, 361]
subheading: BOYS' INSTITUTE CLUB. bbox=[451, 1573, 543, 1583]
table-cell: 21 0 bbox=[655, 929, 667, 937]
article-paragraph: To-day I interviewed Mr. Massey, Leader of the Opposition, in regard to Sir Joseph Ward's speech at Lyttelton. Mr. Massey replied that he had seen the report of the Prime Minister's speech, and it seemed to him that, so far as he was personally concerned, the most important point was the reference made by Sir Joseph Ward to a statement made by Sir Robert Stout. The Chancellor of the University, speaking at Auckland, was reported in the Auckland papers thus: "With regard to appointments to the Public Service, he expressed the opinion that they should be made by a Public Service Board." The witness said that he had known the accused for some years and had always regarded him as a man of sound mind until the events in question, when his conduct became strange and his manner excited. Evidence was given that the deceased had been in good health, and the jury retired at the conclusion of the address. The meeting was well attended, and the report and balance-sheet were adopted after some discussion. The club has had a successful season, and the prospects for the coming year are bright. Officers were elected as follows, and a hearty vote of thanks was accorded to the retiring secretary for his services during the past year. bbox=[293, 362, 423, 602]
table-header-cell: April, 1905. Per 100ft. bbox=[642, 879, 667, 901]
table-header-row bbox=[571, 880, 700, 901]
table-cell: 19 6 bbox=[687, 900, 699, 908]
subheading: FEDERAL CLUB. bbox=[189, 1820, 251, 1829]
rule bbox=[30, 117, 133, 118]
rule bbox=[307, 93, 410, 94]
rule bbox=[584, 77, 687, 78]
article-paragraph: To-day I interviewed Mr. Massey, Leader of the Opposition, in regard to Sir Joseph Ward's speech at Lyttelton. Mr. Massey replied that he had seen the report of the Prime Minister's speech, and it seemed to him that, so far as he was personally concerned, the most important point was the reference made by Sir Joseph Ward to a statement made by Sir Robert Stout. The Chancellor of the University, speaking at Auckland, was reported in the Auckland papers thus: "With regard to appointments to the Public Service, he expressed the opinion that they should be made by a Public Service Board." The witness said that he had known the accused for some years and had always regarded him as a man of sound mind until the events in question, when his conduct became strange and his manner excited. Evidence was given that the deceased had been in good health, and the jury retired at the conclusion of the address. The meeting was well attended, and the report and balance-sheet were adopted after some discussion. The club has had a successful season, and the prospects for the coming year are bright. Officers were elected as follows, and a hearty vote of thanks was accorded to the retiring secretary for his services during the past year. bbox=[155, 1312, 284, 1552]
subheading: A HAIRDRESSER'S CASE. bbox=[727, 645, 821, 655]
subheading: THE PENGUIN'S STEWARDESSES. bbox=[711, 1455, 836, 1465]
rule bbox=[861, 2030, 972, 2031]
subheading: PAYMENT OF FINES. bbox=[736, 1749, 812, 1759]
headline-savage-club: SAVAGE CLUB. bbox=[168, 2078, 272, 2093]
page-number: 7 bbox=[976, 9, 986, 31]
deck-maniac: "THE DEED OF A MANIAC." bbox=[30, 121, 133, 130]
article-paragraph: To-day I interviewed Mr. Massey, Leader of the Opposition, in regard to Sir Joseph Ward's speech at Lyttelton. Mr. Massey replied that he had seen the report of the Prime Minister's speech, and it seemed to him that, so far as he was personally concerned, the most important point was the reference made by Sir Joseph Ward to a statement made by Sir Robert Stout. The Chancellor of the University, speaking at Auckland, was reported in the Auckland papers thus: "With regard to appointments to the Public Service, he expressed the opinion that they should be made by a Public Service Board." The witness said that he had known the accused for some years and had always regarded him as a man of sound mind until the events in question, when his conduct became strange and his manner excited. Evidence was given that the deceased had been in good health, and the jury retired at the conclusion of the address. The meeting was well attended, and the report and balance-sheet were adopted after some discussion. The club has had a successful season, and the prospects for the coming year are bright. Officers were elected as follows, and a hearty vote of thanks was accorded to the retiring secretary for his services during the past year. bbox=[432, 817, 561, 1056]
timber-price-table bbox=[571, 880, 700, 959]
subheading: ROVERS' CLUB. bbox=[467, 565, 527, 575]
column-7 bbox=[844, 40, 989, 2515]
article-paragraph: To-day I interviewed Mr. Massey, Leader of the Opposition, in regard to Sir Joseph Ward's speech at Lyttelton. Mr. Massey replied that he had seen the report of the Prime Minister's speech, and it seemed to him that, so far as he was personally concerned, the most important point was the reference made by Sir Joseph Ward to a statement made by Sir Robert Stout. The Chancellor of the University, speaking at Auckland, was reported in the Auckland papers thus: "With regard to appointments to the Public Service, he expressed the opinion that they should be made by a Public Service Board." The witness said that he had known the accused for some years and had always regarded him as a man of sound mind until the events in question, when his conduct became strange and his manner excited. Evidence was given that the deceased had been in good health, and the jury retired at the conclusion of the address. The meeting was well attended, and the report and balance-sheet were adopted after some discussion. The club has had a successful season, and the prospects for the coming year are bright. Officers were elected as follows, and a hearty vote of thanks was accorded to the retiring secretary for his services during the past year. bbox=[709, 912, 838, 1151]
rule bbox=[30, 93, 133, 94]
subheading: "CONSTERNATION THROUGHOUT NEW ZEALAND." bbox=[712, 380, 836, 398]
table-cell: Totara, spouting bbox=[571, 951, 613, 959]
table-row bbox=[571, 916, 700, 923]
article-paragraph: To-day I interviewed Mr. Massey, Leader of the Opposition, in regard to Sir Joseph Ward's speech at Lyttelton. Mr. Massey replied that he had seen the report of the Prime Minister's speech, and it seemed to him that, so far as he was personally concerned, the most important point was the reference made by Sir Joseph Ward to a statement made by Sir Robert Stout. The Chancellor of the University, speaking at Auckland, was reported in the Auckland papers thus: "With regard to appointments to the Public Service, he expressed the opinion that they should be made by a Public Service Board." The witness said that he had known the accused for some years and had always regarded him as a man of sound mind until the events in question, when his conduct became strange and his manner excited. Evidence was given that the deceased had been in good health, and the jury retired at the conclusion of the address. The meeting was well attended, and the report and balance-sheet were adopted after some discussion. The club has had a successful season, and the prospects for the coming year are bright. Officers were elected as follows, and a hearty vote of thanks was accorded to the retiring secretary for his services during the past year. bbox=[293, 844, 423, 1083]
subheading: "THE GAY HUSSAR." bbox=[877, 68, 955, 77]
subheading: Hard Drinking and a Postmortem. bbox=[163, 284, 277, 294]
table-cell: 16 0 bbox=[687, 951, 699, 959]
article-paragraph: To-day I interviewed Mr. Massey, Leader of the Opposition, in regard to Sir Joseph Ward's speech at Lyttelton. Mr. Massey replied that he had seen the report of the Prime Minister's speech, and it seemed to him that, so far as he was personally concerned, the most important point was the reference made by Sir Joseph Ward to a statement made by Sir Robert Stout. The Chancellor of the University, speaking at Auckland, was reported in the Auckland papers thus: "With regard to appointments to the Public Service, he expressed the opinion that they should be made by a Public Service Board." The witness said that he had known the accused for some years and had always regarded him as a man of sound mind until the events in question, when his conduct became strange and his manner excited. Evidence was given that the deceased had been in good health, and the jury retired at the conclusion of the address. The meeting was well attended, and the report and balance-sheet were adopted after some discussion. The club has had a successful season, and the prospects for the coming year are bright. Officers were elected as follows, and a hearty vote of thanks was accorded to the retiring secretary for his services during the past year. bbox=[155, 1033, 284, 1273]
article-paragraph: To-day I interviewed Mr. Massey, Leader of the Opposition, in regard to Sir Joseph Ward's speech at Lyttelton. Mr. Massey replied that he had seen the report of the Prime Minister's speech, and it seemed to him that, so far as he was personally concerned, the most important point was the reference made by Sir Joseph Ward to a statement made by Sir Robert Stout. The Chancellor of the University, speaking at Auckland, was reported in the Auckland papers thus: "With regard to appointments to the Public Service, he expressed the opinion that they should be made by a Public Service Board." The witness said that he had known the accused for some years and had always regarded him as a man of sound mind until the events in question, when his conduct became strange and his manner excited. Evidence was given that the deceased had been in good health, and the jury retired at the conclusion of the address. The meeting was well attended, and the report and balance-sheet were adopted after some discussion. The club has had a successful season, and the prospects for the coming year are bright. Officers were elected as follows, and a hearty vote of thanks was accorded to the retiring secretary for his services during the past year. bbox=[570, 1266, 700, 1506]
article-paragraph: To-day I interviewed Mr. Massey, Leader of the Opposition, in regard to Sir Joseph Ward's speech at Lyttelton. Mr. Massey replied that he had seen the report of the Prime Minister's speech, and it seemed to him that, so far as he was personally concerned, the most important point was the reference made by Sir Joseph Ward to a statement made by Sir Robert Stout. The Chancellor of the University, speaking at Auckland, was reported in the Auckland papers thus: "With regard to appointments to the Public Service, he expressed the opinion that they should be made by a Public Service Board." The witness said that he had known the accused for some years and had always regarded him as a man of sound mind until the events in question, when his conduct became strange and his manner excited. Evidence was given that the deceased had been in good health, and the jury retired at the conclusion of the address. The meeting was well attended, and the report and balance-sheet were adopted after some discussion. The club has had a successful season, and the prospects for the coming year are bright. Officers were elected as follows, and a hearty vote of thanks was accorded to the retiring secretary for his services during the past year. bbox=[432, 1874, 561, 2115]
headline-social-service: SOCIAL SERVICE. bbox=[434, 1830, 559, 1846]
columns bbox=[13, 40, 989, 2576]
subheading: BLOWS AT THE RACES. bbox=[729, 1157, 818, 1167]
headline-entertainments: ENTERTAINMENTS. bbox=[847, 44, 986, 58]
subheading: INJURED AT THE WHARF. bbox=[310, 1647, 407, 1657]
headline-cricket: CRICKET. bbox=[881, 2034, 952, 2049]
subheading: MOTOR-CAR COLLIDES WITH A WOMAN AND CHILD. bbox=[298, 1382, 419, 1400]
subheading: A PROMISING START. bbox=[457, 1863, 537, 1873]
article-paragraph: To-day I interviewed Mr. Massey, Leader of the Opposition, in regard to Sir Joseph Ward's speech at Lyttelton. Mr. Massey replied that he had seen the report of the Prime Minister's speech, and it seemed to him that, so far as he was personally concerned, the most important point was the reference made by Sir Joseph Ward to a statement made by Sir Robert Stout. The Chancellor of the University, speaking at Auckland, was reported in the Auckland papers thus: "With regard to appointments to the Public Service, he expressed the opinion that they should be made by a Public Service Board." The witness said that he had known the accused for some years and had always regarded him as a man of sound mind until the events in question, when his conduct became strange and his manner excited. Evidence was given that the deceased had been in good health, and the jury retired at the conclusion of the address. The meeting was well attended, and the report and balance-sheet were adopted after some discussion. The club has had a successful season, and the prospects for the coming year are bright. Officers were elected as follows, and a hearty vote of thanks was accorded to the retiring secretary for his services during the past year. bbox=[432, 577, 561, 816]
headline-nz-news: NEW ZEALAND NEWS. bbox=[720, 44, 828, 74]
subheading: INADEQUATE SHEEP TRANSPORT. bbox=[710, 1427, 838, 1436]
article-paragraph: To-day I interviewed Mr. Massey, Leader of the Opposition, in regard to Sir Joseph Ward's speech at Lyttelton. Mr. Massey replied that he had seen the report of the Prime Minister's speech, and it seemed to him that, so far as he was personally concerned, the most important point was the reference made by Sir Joseph Ward to a statement made by Sir Robert Stout. The Chancellor of the University, speaking at Auckland, was reported in the Auckland papers thus: "With regard to appointments to the Public Service, he expressed the opinion that they should be made by a Public Service Board." The witness said that he had known the accused for some years and had always regarded him as a man of sound mind until the events in question, when his conduct became strange and his manner excited. Evidence was given that the deceased had been in good health, and the jury retired at the conclusion of the address. The meeting was well attended, and the report and balance-sheet were adopted after some discussion. The club has had a successful season, and the prospects for the coming year are bright. Officers were elected as follows, and a hearty vote of thanks was accorded to the retiring secretary for his services during the past year. bbox=[17, 459, 146, 698]
table-cell: 25 6 bbox=[655, 908, 667, 916]
table-header-cell: To-day. Per 100ft. bbox=[669, 882, 699, 898]
table-cell: 28 6 bbox=[655, 944, 667, 952]
article-paragraph: To-day I interviewed Mr. Massey, Leader of the Opposition, in regard to Sir Joseph Ward's speech at Lyttelton. Mr. Massey replied that he had seen the report of the Prime Minister's speech, and it seemed to him that, so far as he was personally concerned, the most important point was the reference made by Sir Joseph Ward to a statement made by Sir Robert Stout. The Chancellor of the University, speaking at Auckland, was reported in the Auckland papers thus: "With regard to appointments to the Public Service, he expressed the opinion that they should be made by a Public Service Board." The witness said that he had known the accused for some years and had always regarded him as a man of sound mind until the events in question, when his conduct became strange and his manner excited. Evidence was given that the deceased had been in good health, and the jury retired at the conclusion of the address. The meeting was well attended, and the report and balance-sheet were adopted after some discussion. The club has had a successful season, and the prospects for the coming year are bright. Officers were elected as follows, and a hearty vote of thanks was accorded to the retiring secretary for his services during the past year. bbox=[570, 107, 700, 346]
table-row bbox=[571, 908, 700, 916]
article-paragraph: To-day I interviewed Mr. Massey, Leader of the Opposition, in regard to Sir Joseph Ward's speech at Lyttelton. Mr. Massey replied that he had seen the report of the Prime Minister's speech, and it seemed to him that, so far as he was personally concerned, the most important point was the reference made by Sir Joseph Ward to a statement made by Sir Robert Stout. The Chancellor of the University, speaking at Auckland, was reported in the Auckland papers thus: "With regard to appointments to the Public Service, he expressed the opinion that they should be made by a Public Service Board." The witness said that he had known the accused for some years and had always regarded him as a man of sound mind until the events in question, when his conduct became strange and his manner excited. Evidence was given that the deceased had been in good health, and the jury retired at the conclusion of the address. The meeting was well attended, and the report and balance-sheet were adopted after some discussion. The club has had a successful season, and the prospects for the coming year are bright. Officers were elected as follows, and a hearty vote of thanks was accorded to the retiring secretary for his services during the past year. bbox=[570, 961, 700, 1200]
column-3 bbox=[290, 40, 428, 2158]
subheading: SOUTHERN CLUB. bbox=[462, 1317, 532, 1327]
table-cell: Rimu, O.B., 4in. bbox=[571, 929, 614, 937]
article-paragraph: New Plymouth, March 19. The Court resumed at 10 o'clock this morning. In opening the case for the defence, Mr. C. P. Skerrett, K.C., remarked that he had no doubt that the jury had already summed its pattern. Both his learned friend and himself had found it impossible to deny that the hand that shot Mrs. Klenner was the hand of the prisoner at the bar, but this did not end the matter. bbox=[17, 140, 146, 217]
table-row bbox=[571, 937, 700, 944]
subheading: PETONE ASSOCIATION CLUB. bbox=[441, 68, 553, 77]
article-paragraph: To-day I interviewed Mr. Massey, Leader of the Opposition, in regard to Sir Joseph Ward's speech at Lyttelton. Mr. Massey replied that he had seen the report of the Prime Minister's speech, and it seemed to him that, so far as he was personally concerned, the most important point was the reference made by Sir Joseph Ward to a statement made by Sir Robert Stout. The Chancellor of the University, speaking at Auckland, was reported in the Auckland papers thus: "With regard to appointments to the Public Service, he expressed the opinion that they should be made by a Public Service Board." The witness said that he had known the accused for some years and had always regarded him as a man of sound mind until the events in question, when his conduct became strange and his manner excited. Evidence was given that the deceased had been in good health, and the jury retired at the conclusion of the address. The meeting was well attended, and the report and balance-sheet were adopted after some discussion. The club has had a successful season, and the prospects for the coming year are bright. Officers were elected as follows, and a hearty vote of thanks was accorded to the retiring secretary for his services during the past year. bbox=[432, 1328, 561, 1568]
table-cell: Totara, O.B. bbox=[571, 944, 604, 952]
article-paragraph: To-day I interviewed Mr. Massey, Leader of the Opposition, in regard to Sir Joseph Ward's speech at Lyttelton. Mr. Massey replied that he had seen the report of the Prime Minister's speech, and it seemed to him that, so far as he was personally concerned, the most important point was the reference made by Sir Joseph Ward to a statement made by Sir Robert Stout. The Chancellor of the University, speaking at Auckland, was reported in the Auckland papers thus: "With regard to appointments to the Public Service, he expressed the opinion that they should be made by a Public Service Board." The witness said that he had known the accused for some years and had always regarded him as a man of sound mind until the events in question, when his conduct became strange and his manner excited. Evidence was given that the deceased had been in good health, and the jury retired at the conclusion of the address. The meeting was well attended, and the report and balance-sheet were adopted after some discussion. The club has had a successful season, and the prospects for the coming year are bright. Officers were elected as follows, and a hearty vote of thanks was accorded to the retiring secretary for his services during the past year. bbox=[155, 537, 284, 776]
article-paragraph: To-day I interviewed Mr. Massey, Leader of the Opposition, in regard to Sir Joseph Ward's speech at Lyttelton. Mr. Massey replied that he had seen the report of the Prime Minister's speech, and it seemed to him that, so far as he was personally concerned, the most important point was the reference made by Sir Joseph Ward to a statement made by Sir Robert Stout. The Chancellor of the University, speaking at Auckland, was reported in the Auckland papers thus: "With regard to appointments to the Public Service, he expressed the opinion that they should be made by a Public Service Board." The witness said that he had known the accused for some years and had always regarded him as a man of sound mind until the events in question, when his conduct became strange and his manner excited. Evidence was given that the deceased had been in good health, and the jury retired at the conclusion of the address. The meeting was well attended, and the report and balance-sheet were adopted after some discussion. The club has had a successful season, and the prospects for the coming year are bright. Officers were elected as follows, and a hearty vote of thanks was accorded to the retiring secretary for his services during the past year. bbox=[17, 219, 146, 458]
subheading: Sworn by Professional Matters. bbox=[30, 960, 133, 970]
deck-millar: REMARKS BY HON. J. A. MILLAR. bbox=[573, 81, 698, 90]
subheading: First Witness for the Defence. bbox=[32, 703, 130, 713]
table-cell: 13 6 bbox=[687, 936, 699, 944]
article-paragraph: To-day I interviewed Mr. Massey, Leader of the Opposition, in regard to Sir Joseph Ward's speech at Lyttelton. Mr. Massey replied that he had seen the report of the Prime Minister's speech, and it seemed to him that, so far as he was personally concerned, the most important point was the reference made by Sir Joseph Ward to a statement made by Sir Robert Stout. The Chancellor of the University, speaking at Auckland, was reported in the Auckland papers thus: "With regard to appointments to the Public Service, he expressed the opinion that they should be made by a Public Service Board." The witness said that he had known the accused for some years and had always regarded him as a man of sound mind until the events in question, when his conduct became strange and his manner excited. Evidence was given that the deceased had been in good health, and the jury retired at the conclusion of the address. The meeting was well attended, and the report and balance-sheet were adopted after some discussion. The club has had a successful season, and the prospects for the coming year are bright. Officers were elected as follows, and a hearty vote of thanks was accorded to the retiring secretary for his services during the past year. bbox=[17, 1723, 146, 1963]
article-paragraph: To-day I interviewed Mr. Massey, Leader of the Opposition, in regard to Sir Joseph Ward's speech at Lyttelton. Mr. Massey replied that he had seen the report of the Prime Minister's speech, and it seemed to him that, so far as he was personally concerned, the most important point was the reference made by Sir Joseph Ward to a statement made by Sir Robert Stout. The Chancellor of the University, speaking at Auckland, was reported in the Auckland papers thus: "With regard to appointments to the Public Service, he expressed the opinion that they should be made by a Public Service Board." The witness said that he had known the accused for some years and had always regarded him as a man of sound mind until the events in question, when his conduct became strange and his manner excited. Evidence was given that the deceased had been in good health, and the jury retired at the conclusion of the address. The meeting was well attended, and the report and balance-sheet were adopted after some discussion. The club has had a successful season, and the prospects for the coming year are bright. Officers were elected as follows, and a hearty vote of thanks was accorded to the retiring secretary for his services during the past year. bbox=[570, 1545, 700, 1784]
article-paragraph: To-day I interviewed Mr. Massey, Leader of the Opposition, in regard to Sir Joseph Ward's speech at Lyttelton. Mr. Massey replied that he had seen the report of the Prime Minister's speech, and it seemed to him that, so far as he was personally concerned, the most important point was the reference made by Sir Joseph Ward to a statement made by Sir Robert Stout. The Chancellor of the University, speaking at Auckland, was reported in the Auckland papers thus: "With regard to appointments to the Public Service, he expressed the opinion that they should be made by a Public Service Board." The witness said that he had known the accused for some years and had always regarded him as a man of sound mind until the events in question, when his conduct became strange and his manner excited. Evidence was given that the deceased had been in good health, and the jury retired at the conclusion of the address. The meeting was well attended, and the report and balance-sheet were adopted after some discussion. The club has had a successful season, and the prospects for the coming year are bright. Officers were elected as follows, and a hearty vote of thanks was accorded to the retiring secretary for his services during the past year. bbox=[709, 1505, 838, 1744]
subheading: MADAME ELDERHORST. bbox=[870, 1537, 963, 1547]
article-paragraph: To-day I interviewed Mr. Massey, Leader of the Opposition, in regard to Sir Joseph Ward's speech at Lyttelton. Mr. Massey replied that he had seen the report of the Prime Minister's speech, and it seemed to him that, so far as he was personally concerned, the most important point was the reference made by Sir Joseph Ward to a statement made by Sir Robert Stout. The Chancellor of the University, speaking at Auckland, was reported in the Auckland papers thus: "With regard to appointments to the Public Service, he expressed the opinion that they should be made by a Public Service Board." The witness said that he had known the accused for some years and had always regarded him as a man of sound mind until the events in question, when his conduct became strange and his manner excited. Evidence was given that the deceased had been in good health, and the jury retired at the conclusion of the address. The meeting was well attended, and the report and balance-sheet were adopted after some discussion. The club has had a successful season, and the prospects for the coming year are bright. Officers were elected as follows, and a hearty vote of thanks was accorded to the retiring secretary for his services during the past year. bbox=[432, 1585, 561, 1824]
article-paragraph: To-day I interviewed Mr. Massey, Leader of the Opposition, in regard to Sir Joseph Ward's speech at Lyttelton. Mr. Massey replied that he had seen the report of the Prime Minister's speech, and it seemed to him that, so far as he was personally concerned, the most important point was the reference made by Sir Joseph Ward to a statement made by Sir Robert Stout. The Chancellor of the University, speaking at Auckland, was reported in the Auckland papers thus: "With regard to appointments to the Public Service, he expressed the opinion that they should be made by a Public Service Board." The witness said that he had known the accused for some years and had always regarded him as a man of sound mind until the events in question, when his conduct became strange and his manner excited. Evidence was given that the deceased had been in good health, and the jury retired at the conclusion of the address. The meeting was well attended, and the report and balance-sheet were adopted after some discussion. The club has had a successful season, and the prospects for the coming year are bright. Officers were elected as follows, and a hearty vote of thanks was accorded to the retiring secretary for his services during the past year. bbox=[847, 80, 986, 310]
table-cell: Heart matai, 6in. or 8in. bbox=[571, 900, 633, 908]
